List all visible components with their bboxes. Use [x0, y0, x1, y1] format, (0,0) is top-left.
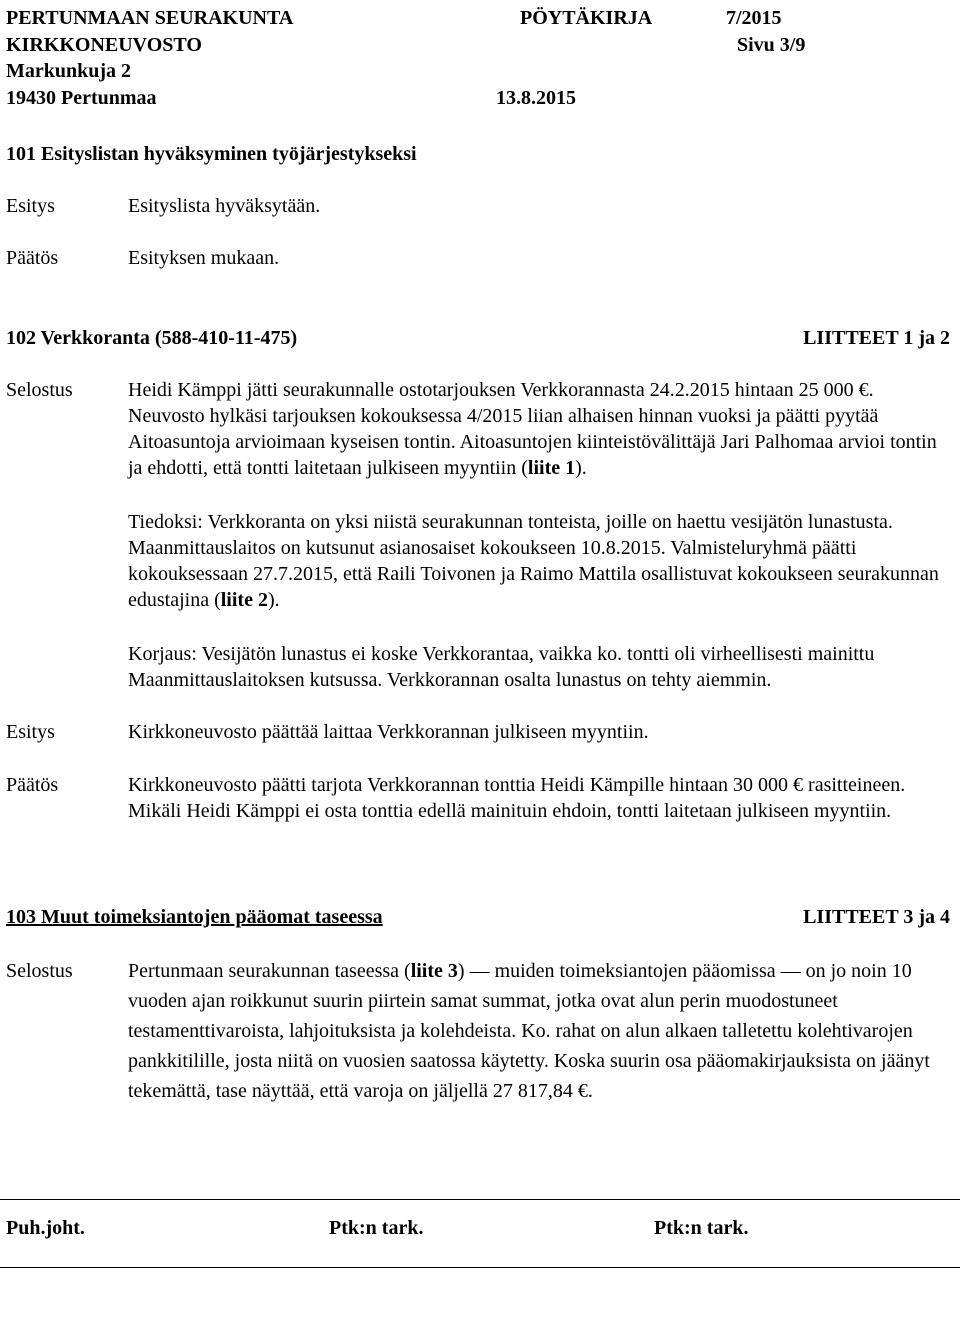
meeting-date: 13.8.2015 — [496, 87, 576, 109]
selostus-label: Selostus — [6, 960, 73, 982]
correction-paragraph: Korjaus: Vesijätön lunastus ei koske Verkkorantaa, vaikka ko. tontti oli virheellisesti mainittu Maanmittauslaitoksen kutsussa. Verkkorannan osalta lunastus on tehty aiemmin. — [128, 643, 875, 691]
esitys-text: Kirkkoneuvosto päättää laittaa Verkkorannan julkiseen myyntiin. — [128, 721, 649, 743]
chair-signature-label: Puh.joht. — [6, 1217, 85, 1239]
attachment-ref: liite 3 — [410, 960, 458, 982]
esitys-label: Esitys — [6, 195, 55, 217]
paatos-text: Kirkkoneuvosto päätti tarjota Verkkorannan tonttia Heidi Kämpille hintaan 30 000 € rasitteineen. Mikäli Heidi Kämppi ei osta tonttia edellä mainituin ehdoin, tontti laitetaan julkiseen myyntiin. — [128, 774, 906, 822]
street-address: Markunkuja 2 — [6, 60, 132, 82]
section-101-title: 101 Esityslistan hyväksyminen työjärjestykseksi — [6, 143, 417, 165]
paatos-label: Päätös — [6, 774, 59, 796]
section-102-title: 102 Verkkoranta (588-410-11-475) — [6, 327, 298, 349]
body-name: KIRKKONEUVOSTO — [6, 34, 202, 56]
attachment-ref: liite 2 — [220, 589, 268, 611]
info-paragraph: Tiedoksi: Verkkoranta on yksi niistä seurakunnan tonteista, joille on haettu vesijätön lunastusta. Maanmittauslaitos on kutsunut asianosaiset kokoukseen 10.8.2015. Valmisteluryhmä päätti kokouksessaan 27.7.2015, että Raili Toivonen ja Raimo Mattila osallistuvat kokoukseen seurakunnan edustajina (liite 2). — [128, 511, 939, 611]
doc-number: 7/2015 — [726, 7, 782, 29]
section-101-esitys — [6, 193, 956, 219]
esitys-text: Esityslista hyväksytään. — [128, 195, 321, 217]
paatos-text: Esityksen mukaan. — [128, 247, 280, 269]
doc-type: PÖYTÄKIRJA — [520, 7, 653, 29]
table-row-divider — [0, 1267, 960, 1268]
selostus-paragraph: Pertunmaan seurakunnan taseessa (liite 3) — muiden toimeksiantojen pääomissa — on jo noin 10 vuoden ajan roikkunut suurin piirtein samat summat, jotka ovat alun perin muodostuneet testamenttivaroista, lahjoituksista ja kolehdeista. Ko. rahat on alun alkaen talletettu kolehtivarojen pankkitilille, josta niitä on vuosien saatossa käytetty. Koska suurin osa pääomakirjauksista on jäänyt tekemättä, tase näyttää, että varoja on jäljellä 27 817,84 €. — [128, 960, 930, 1102]
org-name: PERTUNMAAN SEURAKUNTA — [6, 7, 294, 29]
checker-1-label: Ptk:n tark. — [329, 1217, 424, 1239]
section-103-attachments: LIITTEET 3 ja 4 — [803, 906, 950, 928]
checker-2-label: Ptk:n tark. — [654, 1217, 749, 1239]
table-border-top — [0, 1199, 960, 1200]
selostus-label: Selostus — [6, 379, 73, 401]
selostus-paragraph: Heidi Kämppi jätti seurakunnalle ostotarjouksen Verkkorannasta 24.2.2015 hintaan 25 000 €. Neuvosto hylkäsi tarjouksen kokouksessa 4/2015 liian alhaisen hinnan vuoksi ja päätti pyytää Aitoasuntoja arvioimaan kyseisen tontin. Aitoasuntojen kiinteistövälittäjä Jari Palhomaa arvioi tontin ja ehdotti, että tontti laitetaan julkiseen myyntiin (liite 1). — [128, 379, 937, 479]
section-101-paatos — [6, 245, 956, 271]
paatos-label: Päätös — [6, 247, 59, 269]
signature-table — [0, 1199, 960, 1319]
esitys-label: Esitys — [6, 721, 55, 743]
postal-address: 19430 Pertunmaa — [6, 87, 157, 109]
section-102-attachments: LIITTEET 1 ja 2 — [803, 327, 950, 349]
attachment-ref: liite 1 — [527, 457, 576, 479]
page-number: Sivu 3/9 — [737, 34, 806, 56]
section-103-title: 103 Muut toimeksiantojen pääomat taseessa — [6, 906, 383, 928]
